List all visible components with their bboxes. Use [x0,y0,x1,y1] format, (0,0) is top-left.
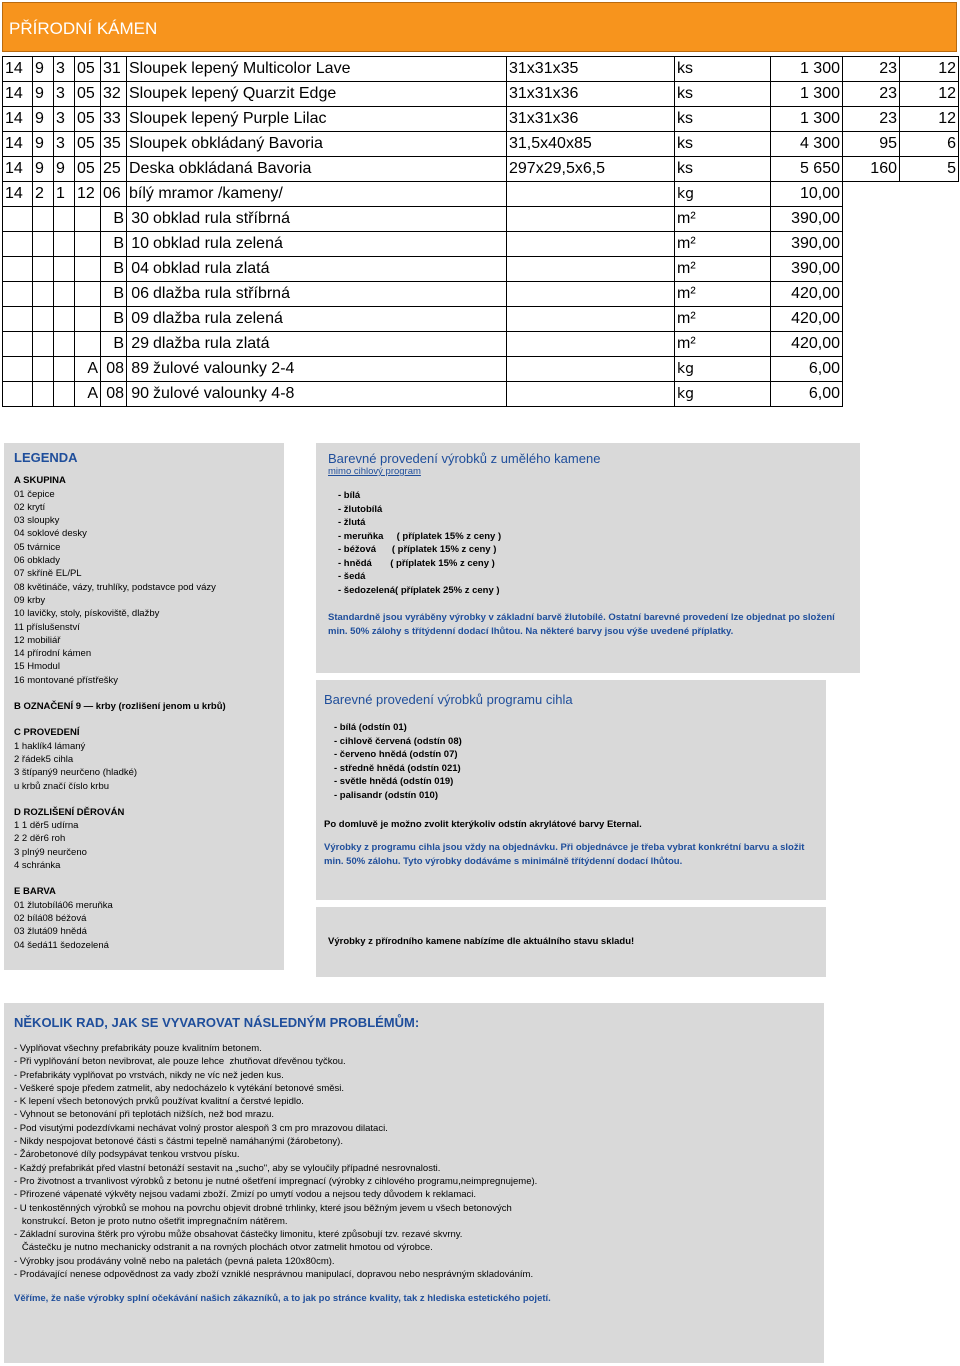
empty-cell [3,282,33,307]
table-row [3,82,959,107]
empty-cell [843,282,900,307]
empty-cell [900,282,959,307]
empty-cell [3,257,33,282]
product-name: dlažba rula zelená [153,310,283,327]
empty-cell [33,232,54,257]
legend-item: 2 2 děr6 roh [14,833,66,845]
legend-section-heading: C PROVEDENÍ [14,727,80,739]
code-cell: 05 [75,57,101,82]
section-header [2,2,957,52]
dimensions-cell [507,257,675,282]
legend-item: 3 štípaný9 neurčeno (hladké) [14,767,138,779]
legend-item: 04 šedá11 šedozelená [14,939,109,951]
table-row [3,157,959,182]
product-name-cell: Sloupek lepený Multicolor Lave [127,57,507,82]
price-cell: 420,00 [771,332,843,357]
product-name-cell: Sloupek lepený Quarzit Edge [127,82,507,107]
table-row [3,57,959,82]
empty-cell [900,357,959,382]
code-cell: 14 [3,132,33,157]
advice-tip: - K lepení všech betonových prvků používat kvalitní a čerstvé lepidlo. [14,1096,304,1108]
legend-item: 02 bílá08 béžová [14,912,87,924]
product-name-cell [127,232,507,257]
table-row [3,107,959,132]
code-cell: A [75,382,101,407]
code-cell: B [101,282,127,307]
legend-item: 12 mobiliář [14,634,61,646]
product-name: obklad rula stříbrná [153,210,290,227]
unit-cell: ks [675,82,771,107]
empty-cell [33,382,54,407]
table-row [3,257,959,282]
product-name: dlažba rula zlatá [153,335,270,352]
empty-cell [900,332,959,357]
legend-item: 3 plný9 neurčeno [14,846,87,858]
dimensions-cell [507,382,675,407]
code-cell: 9 [33,107,54,132]
code-cell: B [101,257,127,282]
code-cell [54,357,75,382]
dimensions-cell: 31x31x35 [507,57,675,82]
code-cell: 2 [33,182,54,207]
empty-cell [33,357,54,382]
price-cell: 1 300 [771,57,843,82]
legend-item: 06 obklady [14,555,60,567]
table-row [3,307,959,332]
pallet-count-cell: 12 [900,82,959,107]
product-name-cell [127,307,507,332]
empty-cell [900,382,959,407]
code-cell: 14 [3,82,33,107]
code-cell: 9 [33,132,54,157]
empty-cell [33,257,54,282]
code-cell [75,257,101,282]
weight-cell: 95 [843,132,900,157]
empty-cell [843,357,900,382]
empty-cell [843,307,900,332]
code-cell: 32 [101,82,127,107]
empty-cell [3,207,33,232]
table-row [3,207,959,232]
code-cell: 31 [101,57,127,82]
code-cell: 3 [54,132,75,157]
sub-code: 90 [131,385,149,402]
empty-cell [843,332,900,357]
code-cell: 12 [75,182,101,207]
unit-cell: m² [675,257,771,282]
advice-title: NĚKOLIK RAD, JAK SE VYVAROVAT NÁSLEDNÝM PROBLÉMŮM: [14,1015,420,1030]
code-cell: 1 [54,182,75,207]
color-option: - červeno hnědá (odstín 07) [334,749,458,760]
dimensions-cell: 31x31x36 [507,82,675,107]
legend-item: 10 lavičky, stoly, pískoviště, dlažby [14,608,160,620]
empty-cell [843,207,900,232]
unit-cell: ks [675,157,771,182]
empty-cell [33,282,54,307]
unit-cell: m² [675,332,771,357]
advice-tip: - Nikdy nespojovat betonové části s částmi tepelně namáhanými (žárobetony). [14,1136,343,1148]
product-name-cell [127,332,507,357]
advice-tip: konstrukcí. Beton je proto nutno ošetřit impregnačním nátěrem. [14,1215,288,1227]
dimensions-cell [507,282,675,307]
sub-code: 30 [131,210,149,227]
legend-item: 15 Hmodul [14,661,60,673]
table-row [3,232,959,257]
color-option: - bílá [338,490,361,501]
legend-title: LEGENDA [14,450,78,465]
advice-tip: - Vyplňovat všechny prefabrikáty pouze kvalitním betonem. [14,1043,262,1054]
natural-stone-stock-note: Výrobky z přírodního kamene nabízíme dle aktuálního stavu skladu! [328,936,635,947]
color-option: - šedá [338,571,366,582]
code-cell [54,282,75,307]
artificial-stone-colors-note: Standardně jsou vyráběny výrobky v základní barvě žlutobílé. Ostatní barevné provedení lze objednat po složení min. 50% zálohy s třítýdenní dodací lhůtou. Na některé barvy jsou výše uvedené příplatky. [328,612,835,637]
code-cell: 9 [33,157,54,182]
natural-stone-stock-box [316,907,826,977]
price-table [2,56,959,407]
legend-item: 04 soklové desky [14,528,87,540]
table-row [3,282,959,307]
price-cell: 1 300 [771,107,843,132]
color-option: - cihlově červená (odstín 08) [334,735,462,747]
price-cell: 6,00 [771,357,843,382]
price-cell: 6,00 [771,382,843,407]
legend-item: 02 krytí [14,501,46,513]
dimensions-cell: 31,5x40x85 [507,132,675,157]
product-name: obklad rula zelená [153,235,283,252]
color-option: - meruňka ( příplatek 15% z ceny ) [338,530,502,542]
color-option: - palisandr (odstín 010) [334,789,438,801]
code-cell [75,207,101,232]
table-row [3,357,959,382]
legend-item: 05 tvárnice [14,541,61,553]
unit-cell: m² [675,282,771,307]
price-cell: 4 300 [771,132,843,157]
pallet-count-cell: 12 [900,57,959,82]
empty-cell [3,332,33,357]
legend-item: 11 příslušenství [14,621,80,633]
dimensions-cell [507,332,675,357]
unit-cell: ks [675,57,771,82]
code-cell [75,307,101,332]
code-cell [75,332,101,357]
artificial-stone-colors-subtitle: mimo cihlový program [328,466,421,477]
code-cell: 35 [101,132,127,157]
unit-cell: ks [675,132,771,157]
price-cell: 420,00 [771,282,843,307]
empty-cell [900,232,959,257]
code-cell: 3 [54,82,75,107]
product-name: žulové valounky 4-8 [153,385,295,402]
empty-cell [900,307,959,332]
code-cell: 08 [101,382,127,407]
advice-tip: - Žárobetonové díly podsypávat tenkou vrstvou písku. [14,1149,240,1161]
code-cell: B [101,332,127,357]
empty-cell [3,357,33,382]
legend-item: 1 haklík4 lámaný [14,740,86,752]
price-cell: 390,00 [771,207,843,232]
advice-tip: - Základní surovina štěrk pro výrobu může obsahovat částečky limonitu, které způsobují tzv. rezavé skvrny. [14,1229,463,1241]
color-option: - šedozelená( příplatek 25% z ceny ) [338,584,500,596]
weight-cell: 23 [843,107,900,132]
unit-cell: kg [675,382,771,407]
table-row [3,382,959,407]
sub-code: 89 [131,360,149,377]
advice-tip: - Veškeré spoje předem zatmelit, aby nedocházelo k vytékání betonové směsi. [14,1082,345,1094]
brick-program-note-eternal: Po domluvě je možno zvolit kterýkoliv odstín akrylátové barvy Eternal. [324,819,642,830]
legend-item: u krbů značí číslo krbu [14,780,110,792]
brick-program-colors-title: Barevné provedení výrobků programu cihla [324,692,573,707]
advice-tip: - Prefabrikáty vyplňovat po vrstvách, nikdy ne víc než jeden kus. [14,1069,284,1081]
unit-cell: kg [675,357,771,382]
legend-item: 03 žlutá09 hnědá [14,926,87,938]
legend-box [4,443,284,970]
table-row [3,132,959,157]
legend-section-heading: B OZNAČENÍ 9 — krby (rozlišení jenom u krbů) [14,701,226,713]
dimensions-cell [507,232,675,257]
code-cell: 9 [54,157,75,182]
code-cell [54,257,75,282]
empty-cell [843,232,900,257]
brick-program-colors-box [316,680,826,900]
empty-cell [33,332,54,357]
code-cell: 05 [75,157,101,182]
unit-cell: ks [675,107,771,132]
advice-tip: - Vyhnout se betonování při teplotách nižších, než bod mrazu. [14,1109,274,1121]
advice-tip: - Pro životnost a trvanlivost výrobků z betonu je nutné ošetření impregnací (výrobky z cihlového programu,neimpregnujeme). [14,1175,538,1187]
table-row [3,332,959,357]
product-name: žulové valounky 2-4 [153,360,295,377]
code-cell: 3 [54,57,75,82]
advice-tip: - Prodávající nenese odpovědnost za vady zboží vzniklé nesprávnou manipulací, dopravou nebo nesprávným skladováním. [14,1269,534,1281]
code-cell: 05 [75,107,101,132]
code-cell [54,382,75,407]
legend-item: 16 montované přístřešky [14,674,119,686]
legend-item: 07 skříně EL/PL [14,568,82,580]
legend-section-heading: E BARVA [14,886,56,898]
advice-box [4,1003,824,1363]
artificial-stone-colors-title: Barevné provedení výrobků z umělého kamene [328,451,601,466]
legend-item: 09 krby [14,594,46,606]
code-cell [75,282,101,307]
legend-section-heading: A SKUPINA [14,475,66,487]
code-cell [54,332,75,357]
product-name-cell: bílý mramor /kameny/ [127,182,507,207]
advice-tip: - Přirozené vápenaté výkvěty nejsou vadami zboží. Zmizí po umytí vodou a nejsou tedy důvodem k reklamaci. [14,1189,477,1201]
dimensions-cell: 297x29,5x6,5 [507,157,675,182]
advice-closing: Věříme, že naše výrobky splní očekávání našich zákazníků, a to jak po stránce kvality, tak z hlediska estetického pojetí. [14,1293,551,1305]
dimensions-cell [507,207,675,232]
legend-item: 01 žlutobílá06 meruňka [14,899,113,911]
code-cell: B [101,307,127,332]
dimensions-cell [507,182,675,207]
dimensions-cell [507,357,675,382]
legend-item: 14 přírodní kámen [14,648,92,660]
price-cell: 390,00 [771,257,843,282]
legend-item: 01 čepice [14,488,55,500]
dimensions-cell: 31x31x36 [507,107,675,132]
advice-tip: Částečku je nutno mechanicky odstranit a na rovných plochách otvor zatmelit hmotou od výrobce. [14,1242,433,1254]
weight-cell: 160 [843,157,900,182]
weight-cell [843,182,900,207]
empty-cell [3,382,33,407]
code-cell [75,232,101,257]
unit-cell: m² [675,232,771,257]
unit-cell: m² [675,307,771,332]
product-name-cell: Deska obkládaná Bavoria [127,157,507,182]
price-cell: 420,00 [771,307,843,332]
brick-program-note-order: Výrobky z programu cihla jsou vždy na objednávku. Při objednávce je třeba vybrat konkrétní barvu a složit min. 50% zálohu. Tyto výrobky dodáváme s minimálně třítýdenní dodací lhůtou. [324,842,805,868]
product-name-cell [127,207,507,232]
price-cell: 390,00 [771,232,843,257]
legend-item: 4 schránka [14,860,61,872]
code-cell: 25 [101,157,127,182]
weight-cell: 23 [843,82,900,107]
code-cell: B [101,207,127,232]
code-cell: 14 [3,157,33,182]
advice-tip: - U tenkostěnných výrobků se mohou na povrchu objevit drobné trhlinky, které jsou běžným jevem u všech betonových [14,1202,512,1214]
sub-code: 09 [131,310,149,327]
color-option: - bílá (odstín 01) [334,722,407,733]
empty-cell [3,232,33,257]
legend-item: 1 1 děr5 udírna [14,820,79,832]
empty-cell [843,257,900,282]
code-cell [54,307,75,332]
table-row [3,182,959,207]
color-option: - béžová ( příplatek 15% z ceny ) [338,544,497,555]
code-cell: 3 [54,107,75,132]
product-name-cell [127,382,507,407]
unit-cell: m² [675,207,771,232]
empty-cell [33,307,54,332]
legend-item: 2 řádek5 cihla [14,753,74,765]
color-option: - světle hnědá (odstín 019) [334,776,454,787]
code-cell: 9 [33,82,54,107]
pallet-count-cell [900,182,959,207]
code-cell [54,232,75,257]
code-cell [54,207,75,232]
pallet-count-cell: 5 [900,157,959,182]
code-cell: 9 [33,57,54,82]
advice-tip: - Pod visutými podezdívkami nechávat volný prostor alespoň 3 cm pro mrazovou dilataci. [14,1122,388,1134]
sub-code: 10 [131,235,149,252]
product-name: dlažba rula stříbrná [153,285,290,302]
pallet-count-cell: 12 [900,107,959,132]
code-cell: 05 [75,132,101,157]
price-cell: 1 300 [771,82,843,107]
legend-section-heading: D ROZLIŠENÍ DĚROVÁN [14,806,125,818]
price-cell: 5 650 [771,157,843,182]
code-cell: 14 [3,107,33,132]
code-cell: 06 [101,182,127,207]
artificial-stone-colors-box [316,443,860,673]
pallet-count-cell: 6 [900,132,959,157]
weight-cell: 23 [843,57,900,82]
advice-tip: - Při vyplňování beton nevibrovat, ale pouze lehce zhutňovat dřevěnou tyčkou. [14,1056,346,1068]
product-name-cell: Sloupek lepený Purple Lilac [127,107,507,132]
price-cell: 10,00 [771,182,843,207]
color-option: - žlutobílá [338,503,383,515]
legend-item: 03 sloupky [14,515,60,527]
product-name-cell [127,282,507,307]
sub-code: 29 [131,335,149,352]
advice-tip: - Každý prefabrikát před vlastní betonáží sestavit na „sucho", aby se vyloučily případné nesrovnalosti. [14,1162,441,1174]
product-name-cell [127,357,507,382]
code-cell: 33 [101,107,127,132]
section-title: PŘÍRODNÍ KÁMEN [9,19,158,38]
product-name-cell: Sloupek obkládaný Bavoria [127,132,507,157]
dimensions-cell [507,307,675,332]
empty-cell [900,257,959,282]
empty-cell [900,207,959,232]
product-name-cell [127,257,507,282]
code-cell: A [75,357,101,382]
color-option: - hnědá ( příplatek 15% z ceny ) [338,557,495,569]
sub-code: 06 [131,285,149,302]
legend-item: 08 květináče, vázy, truhlíky, podstavce pod vázy [14,581,216,593]
color-option: - žlutá [338,517,366,528]
color-option: - středně hnědá (odstín 021) [334,762,461,774]
code-cell: 14 [3,57,33,82]
sub-code: 04 [131,260,149,277]
code-cell: 05 [75,82,101,107]
empty-cell [3,307,33,332]
code-cell: 14 [3,182,33,207]
product-name: obklad rula zlatá [153,260,270,277]
empty-cell [843,382,900,407]
code-cell: B [101,232,127,257]
code-cell: 08 [101,357,127,382]
empty-cell [33,207,54,232]
advice-tip: - Výrobky jsou prodávány volně nebo na paletách (pevná paleta 120x80cm). [14,1255,335,1267]
unit-cell: kg [675,182,771,207]
